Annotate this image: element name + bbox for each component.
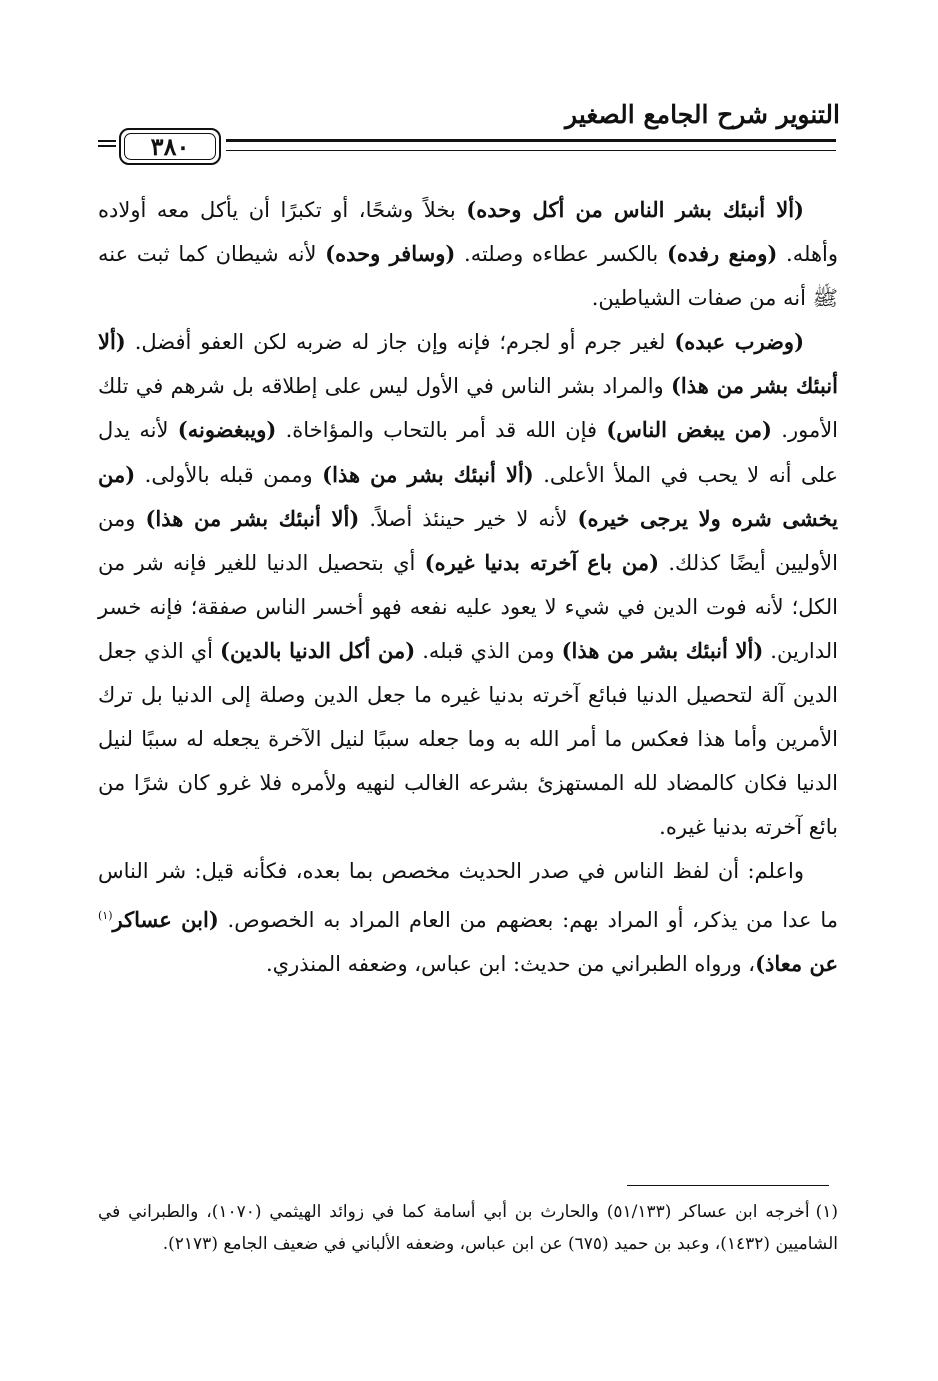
commentary-text: أي الذي جعل الدين آلة لتحصيل الدنيا فبائع آخرته بدنيا غيره ما جعل الدين وصلة إلى الدنيا بل ترك الأمرين وأما هذا فعكس ما أمر الله به وما جعله سببًا لنيل الآخرة يجعله له سببًا لنيل الدنيا فكان كالمضاد لله المستهزئ بشرعه الغالب لنهيه ولأمره فلا غرو كان شرًا من بائع آخرته بدنيا غيره. [98,638,838,840]
hadith-quote: (ويبغضونه) [177,417,277,443]
footnote-number: (١) [815,1202,838,1222]
commentary-text: فإن الله قد أمر بالتحاب والمؤاخاة. [276,418,607,443]
page-number: ٣٨٠ [119,128,221,165]
commentary-text: ومن الذي قبله. [415,638,562,663]
hadith-quote: (ألا أنبئك بشر من هذا) [145,505,360,531]
main-text [98,188,838,986]
commentary-text: بالكسر عطاءه وصلته. [455,242,667,267]
commentary-text: أي بتحصيل الدنيا للغير فإنه شر من الكل؛ لأنه فوت الدين في شيء لا يعود عليه نفعه فهو أخسر الناس صفقة؛ فإنه خسر الدارين. [98,550,839,663]
header-rule [226,139,836,151]
hadith-quote: (ألا أنبئك بشر من هذا) [98,329,838,399]
footnote-text: أخرجه ابن عساكر (٥١/١٣٣) والحارث بن أبي أسامة كما في زوائد الهيثمي (١٠٧٠)، والطبراني في الشاميين (١٤٣٢)، وعبد بن حميد (٦٧٥) عن ابن عباس، وضعفه الألباني في ضعيف الجامع (٢١٧٣). [98,1202,838,1254]
header-ornament-mark [98,137,116,153]
paragraph-1 [98,188,838,320]
hadith-quote: (من يخشى شره ولا يرجى خيره) [98,461,838,531]
hadith-quote: (وسافر وحده) [325,241,456,267]
hadith-quote: (ألا أنبئك بشر من هذا) [322,461,534,487]
hadith-quote: (من أكل الدنيا بالدين) [220,637,416,663]
hadith-quote: (ألا أنبئك بشر الناس من أكل وحده) [466,197,804,222]
footnote-separator [627,1185,829,1186]
commentary-text: ، ورواه الطبراني من حديث: ابن عباس، وضعفه المنذري. [265,951,756,976]
commentary-text: والمراد بشر الناس في الأول ليس على إطلاقه بل شرهم في تلك الأمور. [98,374,839,443]
source-citation: (ابن عساكر [112,906,219,932]
commentary-text: واعلم: أن لفظ الناس في صدر الحديث مخصص بما بعده، فكأنه قيل: شر الناس ما عدا من يذكر، أو المراد بهم: بعضهم من العام المراد به الخصوص. [98,859,838,932]
commentary-text: لأنه يدل على أنه لا يحب في الملأ الأعلى. [98,418,838,487]
footnote-reference[interactable]: (١) [98,908,113,922]
commentary-text: بخلاً وشحًا، أو تكبرًا أن يأكل معه أولاده وأهله. [98,198,838,267]
footnote [98,1196,838,1260]
commentary-text: لأنه لا خير حينئذ أصلاً. [359,506,578,531]
source-citation: عن معاذ) [755,950,838,976]
hadith-quote: (من باع آخرته بدنيا غيره) [424,549,660,575]
hadith-quote: (من يبغض الناس) [606,417,772,443]
commentary-text: لأنه شيطان كما ثبت عنه ﷺ أنه من صفات الشياطين. [98,242,838,311]
commentary-text: ومن الأوليين أيضًا كذلك. [98,506,838,575]
hadith-quote: (وضرب عبده) [674,329,804,355]
hadith-quote: (ومنع رفده) [666,241,778,267]
running-title: التنوير شرح الجامع الصغير [565,100,840,129]
commentary-text: وممن قبله بالأولى. [135,462,323,487]
commentary-text: لغير جرم أو لجرم؛ فإنه وإن جاز له ضربه لكن العفو أفضل. [125,330,675,355]
hadith-quote: (ألا أنبئك بشر من هذا) [561,637,764,663]
paragraph-3 [98,849,838,985]
paragraph-2 [98,320,838,849]
